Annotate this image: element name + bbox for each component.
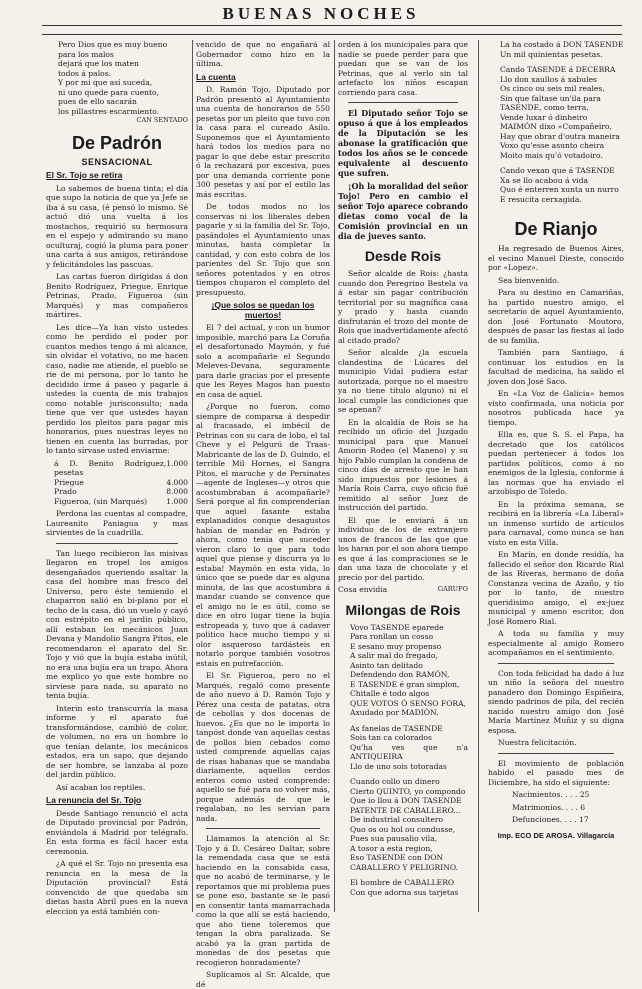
- verse-line: E resucita cerxagida.: [500, 194, 582, 204]
- stat-row: Defunciones. . . . 17: [512, 815, 589, 824]
- section-title-milongas: Milongas de Rois: [345, 601, 461, 618]
- fee-name: Figueroa, (sin Marqués): [54, 496, 148, 506]
- signature: CAN SENTADO: [136, 116, 188, 124]
- fee-row: [54, 478, 188, 488]
- column-4: [488, 40, 624, 916]
- fee-amount: 1.000: [166, 496, 188, 506]
- verse-line: Y por mi que así suceda,: [58, 78, 153, 87]
- paragraph: A toda su familia y muy especialmente al amigo Romero acompañamos en el sentimiento.: [488, 629, 624, 657]
- paragraph: El 7 del actual, y con un humor imposible, marchó para La Coruña el desafortunado Maymón, y fué solo a acompañarle el Segundo Meleves-Devana, seguramente para darle gracias por el presente que les Reyes Magos han puesto en casa de aquel.: [196, 323, 330, 399]
- fee-amount: 8.000: [166, 487, 188, 496]
- paragraph: Ella es, que S. S. el Papa, ha decretado que los católicos puedan pertenecer á todos los partidos políticos, como á no enemigos de la Iglesia, conforme á las normas que ha enviado el arzobispo de Toledo.: [488, 430, 624, 496]
- fees-list: [54, 459, 188, 507]
- signature: GARUFO: [437, 585, 468, 593]
- verse-line: Defendendo don RAMÓN,: [350, 670, 450, 679]
- divider: [56, 543, 178, 544]
- paragraph: De todos modos no los conservas ni los liberales deben pagarle y si la familia del Sr. Tojo, pasándoles el Ayuntamiento unas minutas, hasta completar la cantidad, y con esto cobra de los parientes del Sr. Tojo que son señores potentados y en otros tiempos chuparon el completo del presupuesto.: [196, 202, 330, 297]
- paragraph: Suplicamos al Sr. Alcalde, que dé: [196, 970, 330, 989]
- subheading-sensacional: SENSACIONAL: [81, 156, 153, 167]
- paragraph: Señor alcalde de Rois: ¿hasta cuando don Peregrino Bestela va á estar sin pagar contribución territorial por su magnífica casa y prado y hasta cuando disfrutarán el trozo del monte de Rois que inadvertidamente afectó al citado prado?: [338, 269, 468, 345]
- verse-block: [338, 623, 468, 898]
- verse-line: QUE VOTOS Ó SENSO FORA,: [350, 698, 467, 708]
- verse-block: [46, 40, 188, 116]
- paragraph: D. Ramón Tojo, Diputado por Padrón presentó al Ayuntamiento una cuenta de honorarios de 550 pesetas por un pleito que tuvo con la casa para el cureado Asilo. Suponemos que el Ayuntamiento hará todos los medios para no pagar lo que debe estar prescrito ó la rechazará por excesiva, pues por una demanda corriente pone 300 pesetas y así por el estilo las más escritas.: [196, 85, 330, 199]
- column-divider: [334, 40, 335, 912]
- verse-block: [488, 40, 624, 204]
- paragraph: Para su destino en Camariñas, ha partido nuestro amigo, el secretario de aquel Ayuntamiento, don José Fortunato Moutoro, después de pasar las fiestas al lado de su familia.: [488, 288, 624, 345]
- verse-line: Chitalle é todo algos: [350, 689, 430, 698]
- verse-line: Quo é enterren xunta un nurro: [500, 185, 619, 194]
- paragraph: Así acaban los reptiles.: [56, 782, 146, 792]
- stat-label: Nacimientos.: [512, 790, 563, 799]
- verse-line: Asinto tan delitado: [350, 660, 423, 670]
- paragraph: Tan luego recibieron las misivas llegaron en tropel los amigos desengañados queriendo asaltar la casa del hombre mas fresco del Universo, pero éste temiendo el chaparron salió en bi-plano por el techo de la casa, dió un vuelo y cayó con estrépito en el jardin público, allí estaban los mecánicos Juan Devana y Mandolio Sangra Pitos, ele recomendaron el aparato del Sr. Tojo y vió que la bujía estaba inútil, no era una bujía era un trapo. Ahora me explico yo que este hombre no sirviese para nada, su aparato no tenia bujía.: [46, 548, 188, 700]
- verse-line: Que io llou á DON TASENDE: [350, 796, 462, 805]
- verse-line: Os cinco ou seis mil reales,: [500, 84, 605, 93]
- section-title-rianjo: De Rianjo: [514, 219, 598, 239]
- verse-line: E TASENDE é gran simplon,: [350, 679, 460, 689]
- stat-row: Matrimonios. . . . 6: [512, 802, 586, 812]
- fee-row: [54, 459, 188, 478]
- verse-line: Un mil quinientas pesetas.: [500, 49, 603, 59]
- signature: Cosa envidia: [338, 585, 388, 594]
- stats-list: [488, 790, 624, 825]
- verse-line: Llo de uno sois totoradas: [350, 761, 447, 771]
- verse-line: Hay que obrar d'outra maneira: [500, 131, 620, 141]
- printer-imprint: Imp. ECO DE AROSA. Villagarcía: [497, 830, 615, 840]
- verse-line: Xa se llo acabou á vida: [500, 175, 589, 185]
- fee-amount: 4.000: [166, 477, 188, 487]
- column-3: [338, 40, 468, 916]
- paragraph: Señor alcalde ¿la escuela clandestina de Lúcares del municipio Vidal pudiera estar autorizada, porque no el maestro ya no tiene titulo alguno) ni el local cumple las condiciones que se apenan?: [338, 348, 468, 414]
- paragraph: Nuestra felicitación.: [498, 738, 577, 747]
- verse-line: Sois tan ca colorados: [350, 733, 432, 742]
- paragraph: El que le enviará á un individuo de los de extranjero unos de francos de las que que los haran por el son ahora tiempo es que á las compraciones se le dan una taza de chocolate y el precio por del partido.: [338, 515, 468, 582]
- section-title-rois: Desde Rois: [364, 248, 442, 264]
- bold-paragraph: ¡Oh la moralidad del señor Tojo! Pero en cambio el señor Tojo aparece cobrando dietas como vocal de la Comisión provincial en un dia de jueves santo.: [338, 181, 468, 241]
- divider: [206, 828, 320, 829]
- column-2: [196, 40, 330, 989]
- paragraph: ¿Porque no fueron, como siempre de comparsa á despedir al fracasado, el imbécil de Petrinas con su cara de lobo, el tal Cheve y el Pelgurú de Traas-Mabricante de las de D. Guindo, el terrible Mil Hornes, el Sangra Pitos, el maruche y de Persinates—agente de Ingleses—y otros que acostumbraban á acompañarle? Será porque al fin comprenderían que aquel fasante estaba explanadidos conque desagustos habían de mandar en Padrón y ahora, como tenia que suceder vieron claro lo que para todo aquel que piense y discurra ya lo estaba! Maymón en esta vida, lo único que se puede dar es alguna minuta, de las que acostumbra á mandar cuando se convence que el amigo no le es útil, como se dice en otro lugar tiene la bujía estropeada y, tuvo que á cadaver politico hace mucho tiempo y si olor asqueroso tardásteis en notarlo porque también vosotros estais en putrefacción.: [196, 402, 330, 668]
- paragraph: vencido de que no engañará al Gobernador como hizo en la última.: [196, 40, 330, 68]
- verse-line: para los malos: [58, 49, 114, 59]
- verse-line: TASENDE, como terra,: [500, 103, 589, 112]
- masthead-title: BUENAS NOCHES: [222, 4, 420, 23]
- verse-line: As fanelas de TASENDE: [350, 723, 443, 733]
- stat-value: 6: [580, 802, 586, 812]
- paragraph: Lo sabemos de buena tinta; el día que supo la noticia de que ya Jefe se iba á su casa, (é pensó lo mismo. Sé actuó dió una vuelta á los mostachos, requirió su hermosura en el espejo y admirando su mano oculturaj, cogió la pluma para poner una carta á sus amigos, retirándose y felicitándoles las pascuas.: [46, 183, 188, 269]
- paragraph: En Marín, en donde residía, ha fallecido el señor don Ricardo Rial de las Riveras, hermano de doña Constanza vecina de Azaño, y tío por lo tanto, de nuestro queridisimo amigo, el ex-juez municipal y ameno escritor, don José Romero Rial.: [488, 550, 624, 626]
- verse-line: Quo os ou hol ou condusse,: [350, 824, 456, 834]
- stat-value: 25: [579, 790, 590, 799]
- verse-line: los pillastres escarmiento.: [58, 106, 160, 116]
- verse-line: A tosor a esta region,: [350, 843, 433, 853]
- paragraph: Perdona las cuentas al compadre, Laureanito Paniagua y mas sirvientes de la cuadrilla.: [46, 509, 188, 537]
- paragraph: Las cartas fueron dirigidas á don Benito Rodríguez, Priegue, Enrique Petrinas, Prado, Figueroa (sin Marqués) y mas compañeros mártires.: [46, 272, 188, 319]
- fee-row: [54, 497, 188, 507]
- section-title-padron: De Padrón: [71, 132, 163, 153]
- column-1: [46, 40, 188, 916]
- verse-line: De industrial consultero: [350, 815, 444, 824]
- paragraph: Desde Santiago renunció el acta de Diputado provincial por Padrón, enviándola á Madrid por telégrafo. En esta forma es fácil hacer esta ceremonia.: [46, 808, 188, 856]
- bold-paragraph: El Diputado señor Tojo se opuso á que á los empleados de la Diputación se les abonase la gratificación que todos los años se le concede equivalente al descuento que sufren.: [338, 108, 468, 178]
- divider: [498, 663, 614, 664]
- article-title: ¡Que solos se quedan los muertos!: [211, 300, 315, 320]
- verse-line: Cuando collo un dinero: [350, 777, 440, 786]
- verse-line: Qu'ha ves que n'a ANTIQUEIRA: [350, 742, 468, 761]
- verse-line: ni uno quede para cuento,: [58, 87, 160, 97]
- verse-line: Vende luxar ó dinheiro: [500, 112, 588, 122]
- article-title: La cuenta: [196, 71, 236, 82]
- paragraph: En la próxima semana, se recibirá en la librería «La Liberal» un inmenso surtido de articulos para carnaval, como nunca se han visto en esta Villa.: [488, 499, 624, 547]
- stat-value: 17: [579, 815, 589, 824]
- article-title: El Sr. Tojo se retira: [46, 170, 123, 180]
- paragraph: ¿A qué el Sr. Tojo no presenta esa renuncia en la mesa de la Diputación provincial? Está convencido de que quedaba sin dietas hasta Abril pues en la nueva eleccion ya está también con-: [46, 859, 188, 916]
- verse-line: Vovo TASENDE eparede: [350, 622, 444, 632]
- paragraph: Con toda felicidad ha dado á luz un niño la señora del nuestro panadero don Domingo Espiñeira, siendo padrinos de pila, del recién nacido nuestro amigo don José María Martínez Muñiz y su digna esposa.: [488, 668, 624, 735]
- signature-row: [338, 585, 468, 595]
- verse-line: A salir mal do fregado,: [350, 651, 438, 660]
- fee-row: [54, 487, 188, 497]
- verse-line: Para ronllan un cosso: [350, 632, 434, 641]
- paragraph: En la alcaldía de Rois se ha recibido un oficio del Juzgado municipal para que Manuel Amorin Rodeo (el Maneno) y su hijo Pablo cumplan la condena de cinco días de arresto que le han sido impuestos por lesiones á María Rois Carra, cuyo oficio fué remitido al señor Juez de instrucción del partido.: [338, 417, 468, 512]
- paragraph: orden á los municipales para que nadie se puede perder para que puedan que se van de los Petrinas, que al verlo sin tal artefacto los niños escapan corriendo para casa.: [338, 40, 468, 97]
- verse-line: PATENTE DE CABALLERO...: [350, 805, 461, 815]
- fee-name: Priegue: [54, 477, 84, 487]
- masthead-rule-bottom: [42, 34, 622, 35]
- verse-line: Pues sua pausalio vila,: [350, 834, 438, 843]
- verse-line: Voxo qu'esse asunto cheira: [500, 141, 605, 150]
- stat-row: Nacimientos. . . . 25: [512, 790, 590, 799]
- verse-line: Axudado por MADIÓN.: [350, 708, 439, 717]
- verse-line: E sesano muy propenso: [350, 641, 442, 651]
- verse-line: dejará que los maten: [58, 59, 139, 68]
- verse-line: MAIMÓN dixo «Compañeiro,: [500, 122, 612, 131]
- paragraph: También para Santiago, á continuar los estudios en la facultad de medicina, ha salido el joven don José Saco.: [488, 348, 624, 386]
- paragraph: Ha regresado de Buenos Aires, el vecino Manuel Dieste, conocido por «Lopez».: [488, 244, 624, 272]
- stat-label: Matrimonios.: [512, 802, 564, 812]
- paragraph: Sea bienvenido.: [498, 275, 560, 285]
- verse-line: CABALLERO Y PELIGRINO.: [350, 862, 459, 872]
- verse-line: Moito mais qu'ó votadoiro.: [500, 150, 603, 160]
- masthead: [0, 0, 642, 38]
- paragraph: En «La Voz de Galicia» hemos visto confirmada, una noticia por nosotros publicada hace ya tiempo.: [488, 389, 624, 427]
- paragraph: Llamamos la atención al Sr. Tojo y á D. Cesáreo Daltar, sobre la remendada casa que se está haciendo en la consabida casa, que no acabó de terminarse, y le reportamos que mi problema pues se pone eso, bastante se le pasó en consentir tanta mamarrachada como la que allí se está haciendo, que aho tiene toleremos que tengan la obra paralizada. Se acabó ya la gran partida de monedas de dos pesetas que recogieron honradamente?: [196, 834, 330, 967]
- verse-line: Cando TASENDE á DECEBRA: [500, 65, 616, 74]
- fee-name: á D. Benito Rodríguez, pesetas: [54, 458, 167, 477]
- paragraph: Interin esto transcurría la masa informe y el aparato fué transformándose, cambió de color, de volumen, no era un hombre lo que tenían delante, los mecánicos estados, era un sapo, que dejando de ser hombre, se lanzaba al pozo del jardin público.: [46, 703, 188, 779]
- verse-line: Llo don xaullos á xabules: [500, 74, 597, 84]
- divider: [498, 753, 614, 754]
- verse-line: todos á palos.: [58, 68, 112, 78]
- verse-line: Eso TASENDE con DON: [350, 853, 444, 862]
- paragraph: El Sr. Figueroa, pero no el Marqués, regaló como presente de año nuevo á D. Ramón Tojo y Pérez una cesta de patatas, otra de cebollas y dos docenas de huevos. ¿Es que no le importa lo tanpóst donde van aquellas cestas de pollos bien cebados como usted comprende aquellas cajas de risas habanas que se mandaba diariamente, aquellos cerdos enteros como usted comprende: aquello se fué para no volver más, porque además de que le regalaban, no les servían para nada.: [196, 671, 330, 823]
- verse-line: Pero Dios que es muy bueno: [58, 40, 168, 49]
- verse-line: Cierto QUINTO, yo compondo: [350, 786, 466, 796]
- paragraph: El movimiento de población habido el pasado mes de Diciembre, ha sido el siguiente:: [488, 758, 624, 787]
- verse-line: Sin que faltase un'ila para: [500, 93, 601, 103]
- verse-line: Con que adorna sus tarjetas: [350, 887, 459, 897]
- masthead-rule-top: [42, 25, 622, 26]
- divider: [348, 102, 458, 103]
- fee-name: Prado: [54, 487, 77, 496]
- column-divider: [478, 40, 479, 912]
- fee-amount: 1.000: [166, 458, 188, 468]
- verse-line: La ha costado á DON TASENDE: [500, 40, 624, 49]
- stat-label: Defunciones.: [512, 815, 563, 824]
- article-title: La renuncia del Sr. Tojo: [46, 795, 142, 805]
- verse-line: pues de ello sacarán: [58, 97, 137, 106]
- paragraph: Les dice—Ya han visto ustedes como he perdido el poder por cuantos medios tengo á mi alcance, sin olvidar el votativo, no me hacen caso, nadie me atiende, el pueblo se rie de mi persona, por lo tanto he decidido irme á paseo y pagarle á ustedes la cuenta de mis trabajos como notable jurisconsulto; nada tiene que ver que ustedes hayan perdido los pleitos para pagar mis honorarios, pues nuestras leyes no tienen en cuenta las burradas, por lo tanto sírvase usted enviarme:: [46, 322, 188, 455]
- column-divider: [192, 40, 193, 912]
- verse-line: El hombre de CABALLERO: [350, 878, 455, 887]
- verse-line: Cando vexan que á TASENDE: [500, 166, 615, 175]
